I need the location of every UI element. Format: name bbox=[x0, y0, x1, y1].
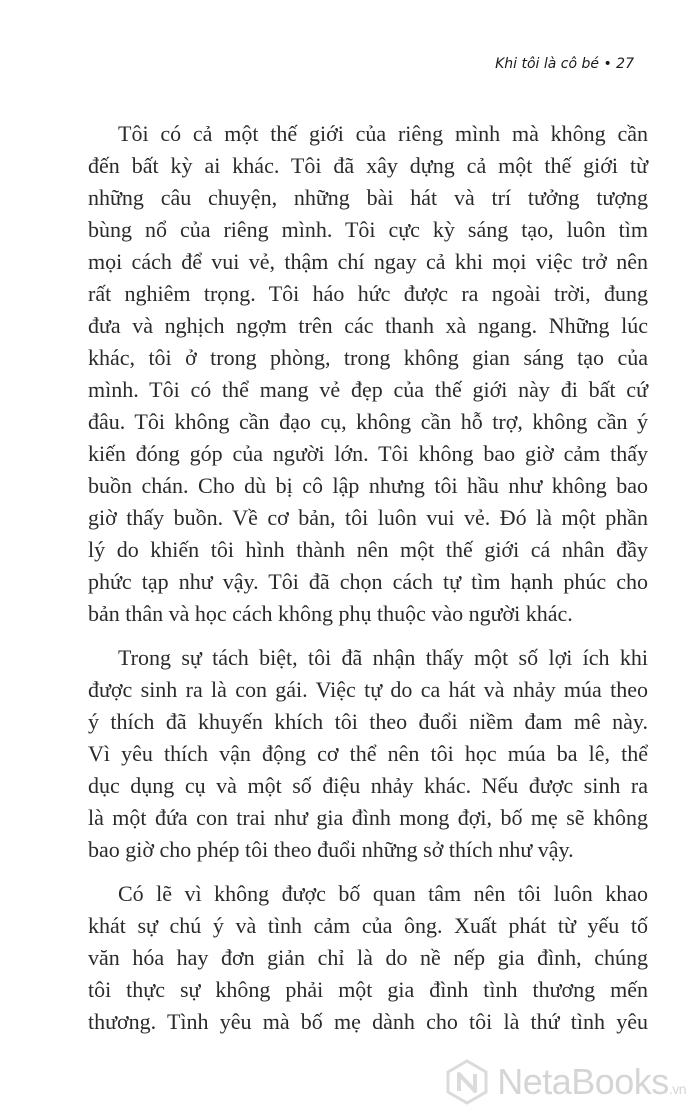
text-line: khác, tôi ở trong phòng, trong không gian sáng tạo của bbox=[88, 345, 648, 370]
paragraph-3 bbox=[88, 878, 648, 1038]
text-line: kiến đóng góp của người lớn. Tôi không bao giờ cảm thấy bbox=[88, 441, 648, 466]
text-line: tôi thực sự không phải một gia đình tình thương mến bbox=[88, 977, 648, 1002]
text-line: dục dụng cụ và một số điệu nhảy khác. Nếu được sinh ra bbox=[88, 773, 648, 798]
text-line: rất nghiêm trọng. Tôi háo hức được ra ngoài trời, đung bbox=[88, 281, 648, 306]
body-text bbox=[88, 118, 648, 1038]
text-line: mọi cách để vui vẻ, thậm chí ngay cả khi mọi việc trở nên bbox=[88, 249, 648, 274]
text-line: được sinh ra là con gái. Việc tự do ca hát và nhảy múa theo bbox=[88, 677, 648, 702]
paragraph-2 bbox=[88, 642, 648, 866]
text-line: văn hóa hay đơn giản chỉ là do nề nếp gia đình, chúng bbox=[88, 945, 648, 970]
text-line: bản thân và học cách không phụ thuộc vào người khác. bbox=[88, 601, 573, 626]
text-line: đâu. Tôi không cần đạo cụ, không cần hỗ trợ, không cần ý bbox=[88, 409, 648, 434]
watermark-text bbox=[497, 1061, 686, 1103]
paragraph-1 bbox=[88, 118, 648, 630]
running-header: Khi tôi là cô bé • 27 bbox=[495, 56, 634, 72]
watermark-brand: NetaBooks bbox=[497, 1061, 669, 1102]
text-line: Trong sự tách biệt, tôi đã nhận thấy một số lợi ích khi bbox=[118, 645, 648, 670]
text-line: buồn chán. Cho dù bị cô lập nhưng tôi hầu như không bao bbox=[88, 473, 648, 498]
watermark-suffix: .vn bbox=[668, 1081, 686, 1097]
watermark bbox=[443, 1058, 686, 1106]
text-line: ý thích đã khuyến khích tôi theo đuổi niềm đam mê này. bbox=[88, 709, 648, 734]
text-line: bùng nổ của riêng mình. Tôi cực kỳ sáng tạo, luôn tìm bbox=[88, 217, 648, 242]
text-line: Vì yêu thích vận động cơ thể nên tôi học múa ba lê, thể bbox=[88, 741, 648, 766]
text-line: khát sự chú ý và tình cảm của ông. Xuất phát từ yếu tố bbox=[88, 913, 648, 938]
text-line: lý do khiến tôi hình thành nên một thế giới cá nhân đầy bbox=[88, 537, 648, 562]
text-line: giờ thấy buồn. Về cơ bản, tôi luôn vui vẻ. Đó là một phần bbox=[88, 505, 648, 530]
text-line: bao giờ cho phép tôi theo đuổi những sở thích như vậy. bbox=[88, 837, 574, 862]
text-line: Có lẽ vì không được bố quan tâm nên tôi luôn khao bbox=[118, 881, 648, 906]
text-line: Tôi có cả một thế giới của riêng mình mà không cần bbox=[118, 121, 648, 146]
text-line: là một đứa con trai như gia đình mong đợi, bố mẹ sẽ không bbox=[88, 805, 648, 830]
netabooks-logo-icon bbox=[443, 1058, 491, 1106]
text-line: đến bất kỳ ai khác. Tôi đã xây dựng cả một thế giới từ bbox=[88, 153, 648, 178]
text-line: thương. Tình yêu mà bố mẹ dành cho tôi là thứ tình yêu bbox=[88, 1009, 648, 1034]
text-line: đưa và nghịch ngợm trên các thanh xà ngang. Những lúc bbox=[88, 313, 648, 338]
text-line: những câu chuyện, những bài hát và trí tưởng tượng bbox=[88, 185, 648, 210]
text-line: mình. Tôi có thể mang vẻ đẹp của thế giới này đi bất cứ bbox=[88, 377, 648, 402]
text-line: phức tạp như vậy. Tôi đã chọn cách tự tìm hạnh phúc cho bbox=[88, 569, 648, 594]
